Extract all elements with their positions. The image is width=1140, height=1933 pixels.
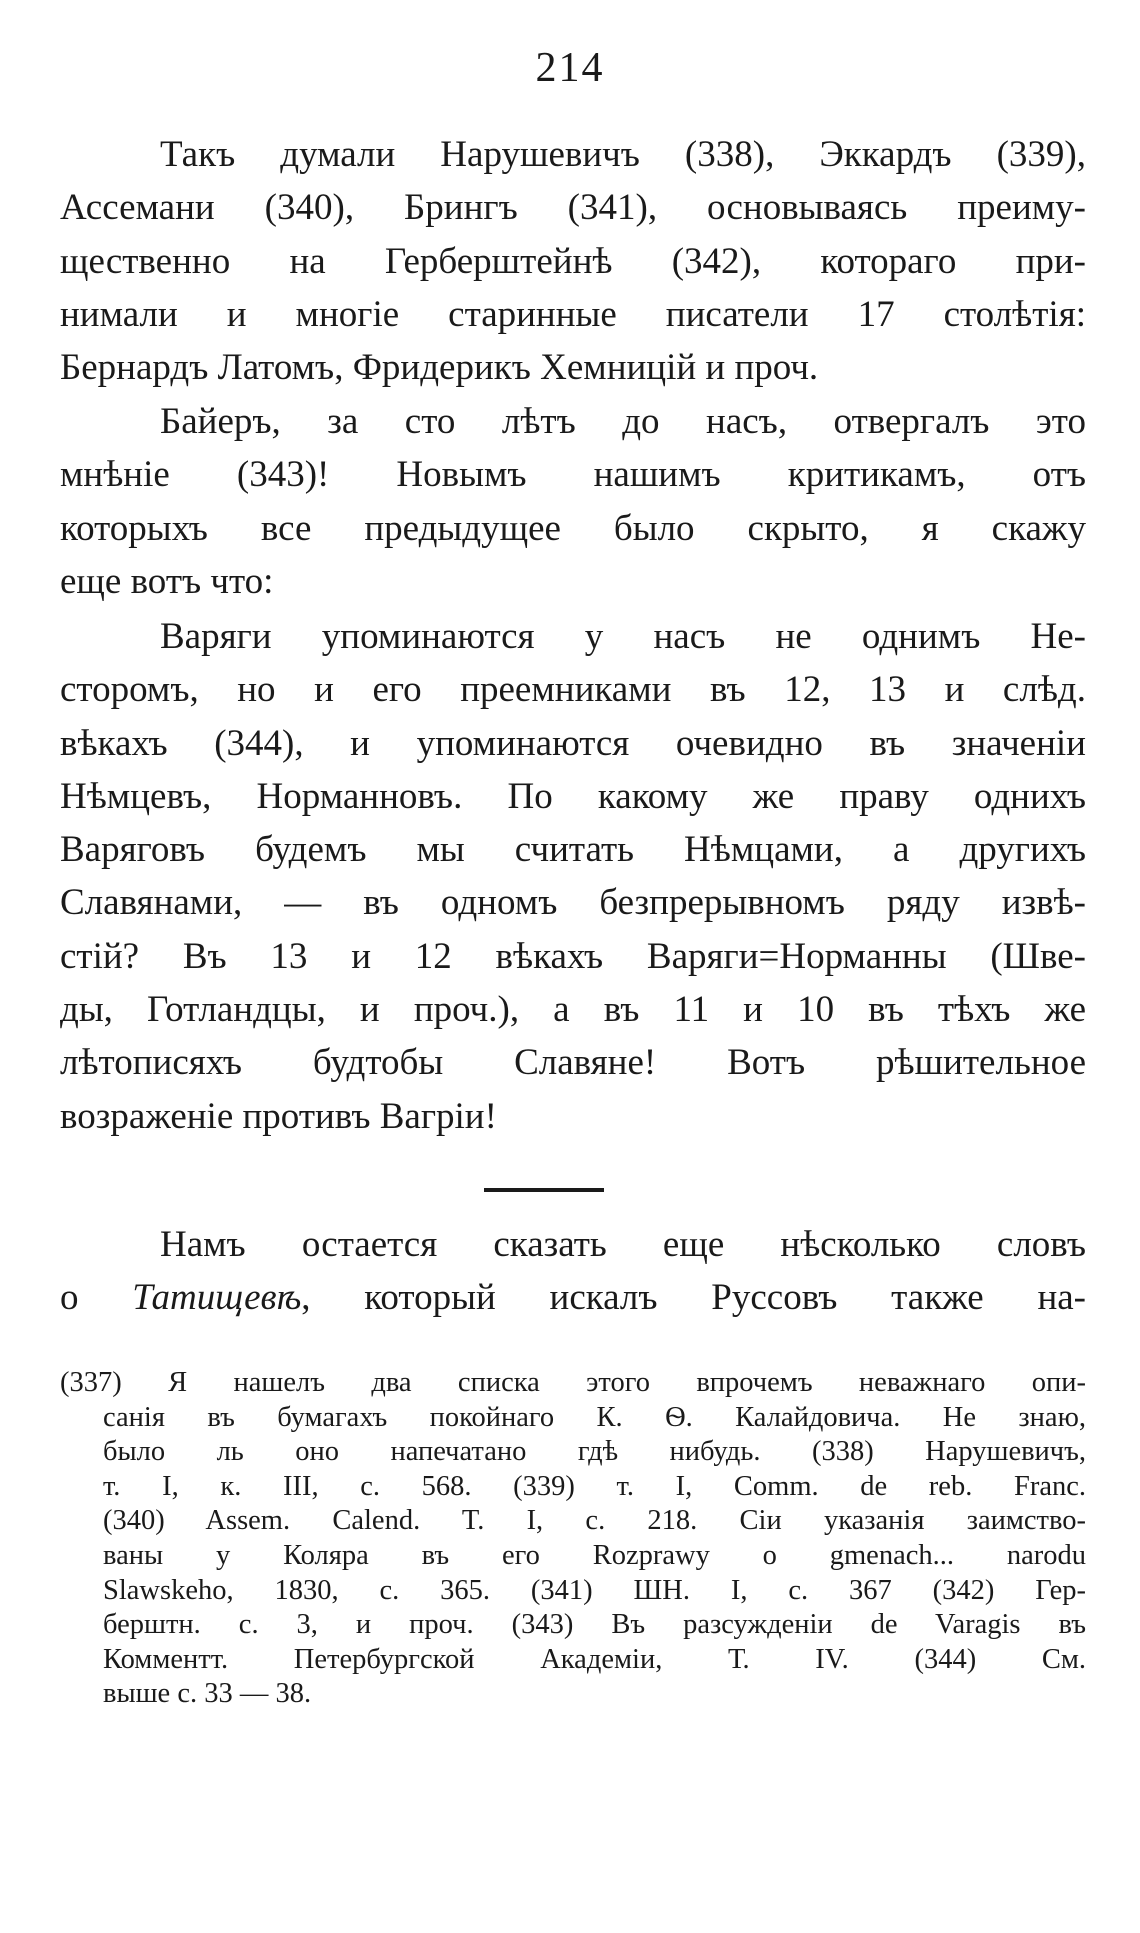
text-fragment: , который искалъ Руссовъ также на- [301, 1277, 1086, 1319]
footnote-line: выше с. 33 — 38. [103, 1678, 312, 1710]
text-line: лѣтописяхъ будтобы Славяне! Вотъ рѣшительное [60, 1042, 1086, 1084]
footnote-line: санія въ бумагахъ покойнаго К. Ѳ. Калайдовича. Не знаю, [103, 1401, 1086, 1433]
text-line: стій? Въ 13 и 12 вѣкахъ Варяги=Норманны (Шве- [60, 935, 1086, 977]
text-line: Ассемани (340), Брингъ (341), основываясь преиму- [60, 187, 1086, 229]
footnote-line: берштн. с. 3, и проч. (343) Въ разсужденіи de Varagis въ [103, 1609, 1086, 1641]
footnote-line: Slawskeho, 1830, c. 365. (341) ШН. I, с. 367 (342) Гер- [103, 1574, 1086, 1606]
italic-name: Татищевѣ [132, 1277, 302, 1319]
text-line: Намъ остается сказать еще нѣсколько словъ [160, 1224, 1086, 1265]
text-line: которыхъ все предыдущее было скрыто, я скажу [60, 507, 1086, 549]
text-line: ды, Готландцы, и проч.), а въ 11 и 10 въ тѣхъ же [60, 989, 1086, 1031]
text-line: Нѣмцевъ, Норманновъ. По какому же праву однихъ [60, 775, 1086, 817]
text-line: Варяги упоминаются у насъ не однимъ Не- [160, 616, 1086, 657]
text-line: возраженіе противъ Вагріи! [60, 1095, 497, 1137]
text-line: Славянами, — въ одномъ безпрерывномъ ряду извѣ- [60, 882, 1086, 924]
text-line [60, 1271, 1086, 1324]
text-line: нимали и многіе старинные писатели 17 столѣтія: [60, 293, 1086, 335]
footnote-line: (337) Я нашелъ два списка этого впрочемъ неважнаго опи- [60, 1367, 1086, 1398]
text-line: Такъ думали Нарушевичъ (338), Эккардъ (339), [160, 134, 1086, 175]
text-line: Варяговъ будемъ мы считать Нѣмцами, а другихъ [60, 829, 1086, 871]
paragraph-1 [60, 128, 1086, 394]
paragraph-2 [60, 395, 1086, 608]
text-line: сторомъ, но и его преемниками въ 12, 13 и слѣд. [60, 669, 1086, 711]
page-number: 214 [535, 45, 605, 91]
text-line: Байеръ, за сто лѣтъ до насъ, отвергалъ это [160, 401, 1086, 442]
footnote-line: Комментт. Петербургской Академіи, Т. IV. (344) См. [103, 1643, 1086, 1675]
footnote-line: было ль оно напечатано гдѣ нибудь. (338) Нарушевичъ, [103, 1436, 1086, 1468]
footnote-line: т. I, к. III, с. 568. (339) т. I, Comm. de reb. Franc. [103, 1470, 1086, 1502]
text-line: еще вотъ что: [60, 560, 274, 602]
text-line: мнѣніе (343)! Новымъ нашимъ критикамъ, отъ [60, 454, 1086, 496]
text-line: вѣкахъ (344), и упоминаются очевидно въ значеніи [60, 722, 1086, 764]
footnote-line: ваны у Коляра въ его Rozprawy o gmenach... narodu [103, 1539, 1086, 1571]
paragraph-4 [60, 1218, 1086, 1325]
text-fragment: о [60, 1277, 79, 1319]
text-line: щественно на Герберштейнѣ (342), котораго при- [60, 240, 1086, 282]
section-separator-rule [484, 1188, 604, 1192]
footnotes [60, 1366, 1086, 1712]
text-line: Бернардъ Латомъ, Фридерикъ Хемницій и проч. [60, 347, 819, 389]
paragraph-3 [60, 610, 1086, 1143]
footnote-line: (340) Assem. Calend. T. I, c. 218. Сіи указанія заимство- [103, 1505, 1086, 1537]
